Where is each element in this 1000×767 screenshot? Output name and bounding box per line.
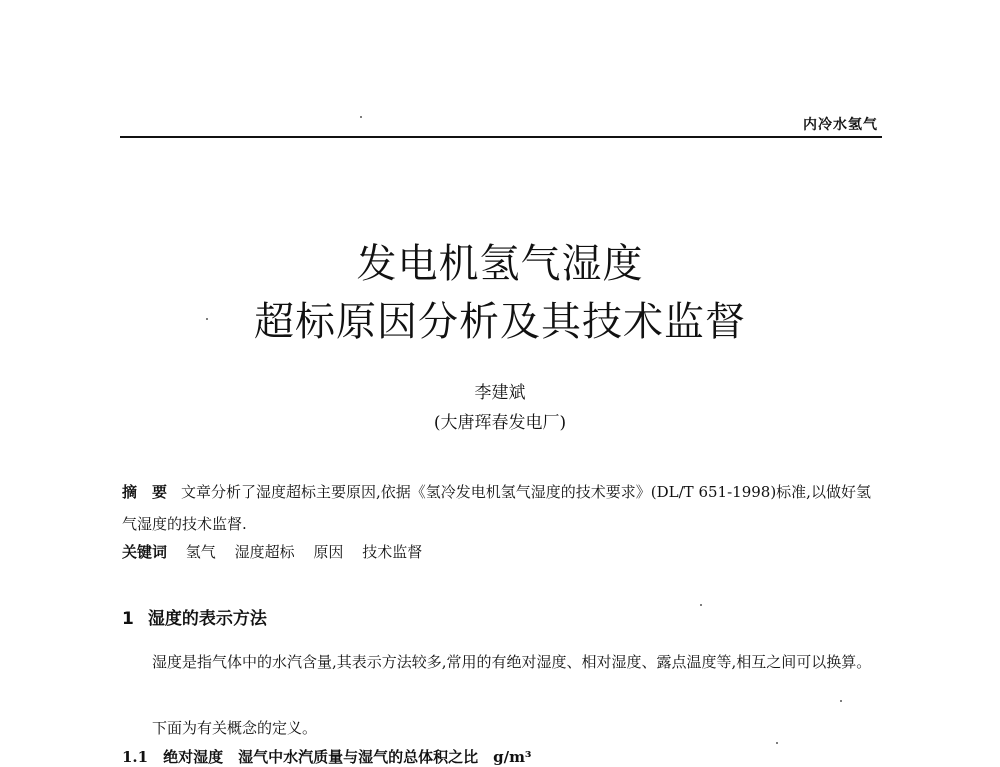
scan-speck <box>776 742 778 744</box>
keywords <box>122 540 882 564</box>
abstract <box>122 476 882 540</box>
section-title: 湿度的表示方法 <box>147 609 267 629</box>
header-rule <box>120 136 882 138</box>
abstract-label: 摘 要 <box>122 483 168 501</box>
keywords-label: 关键词 <box>122 543 168 561</box>
keyword: 氢气 <box>185 543 216 561</box>
abstract-text: 文章分析了湿度超标主要原因,依据《氢冷发电机氢气湿度的技术要求》(DL/T 651-1998)标准,以做好氢气湿度的技术监督. <box>122 483 871 533</box>
keyword: 技术监督 <box>362 543 423 561</box>
paper-title-line-1: 发电机氢气湿度 <box>356 241 644 287</box>
scan-speck <box>840 700 842 702</box>
scan-speck <box>360 116 362 118</box>
keyword: 原因 <box>313 543 344 561</box>
section-heading <box>122 604 267 629</box>
keyword: 湿度超标 <box>234 543 295 561</box>
subsection-heading: 1.1 绝对湿度 湿气中水汽质量与湿气的总体积之比 g/m³ <box>122 748 532 766</box>
body-paragraph: 下面为有关概念的定义。 <box>152 719 318 737</box>
running-head: 内冷水氢气 <box>803 117 878 133</box>
author-affiliation: (大唐珲春发电厂) <box>433 413 567 433</box>
section-number: 1 <box>122 609 134 629</box>
author-name: 李建斌 <box>474 383 526 403</box>
scan-speck <box>700 604 702 606</box>
scan-speck <box>206 318 208 320</box>
body-paragraph: 湿度是指气体中的水汽含量,其表示方法较多,常用的有绝对湿度、相对湿度、露点温度等,相互之间可以换算。 <box>152 653 872 671</box>
paper-title-line-2: 超标原因分析及其技术监督 <box>254 299 746 345</box>
